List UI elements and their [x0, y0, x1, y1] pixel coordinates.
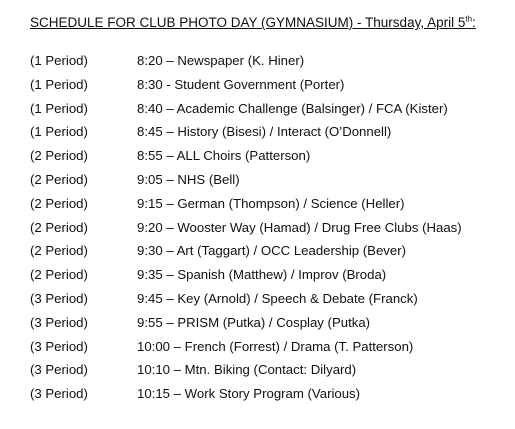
schedule-entry: 9:05 – NHS (Bell): [137, 171, 240, 187]
schedule-entry: 8:45 – History (Bisesi) / Interact (O’Donnell): [137, 124, 392, 140]
schedule-row: [0, 362, 515, 386]
schedule-entry: 9:20 – Wooster Way (Hamad) / Drug Free Clubs (Haas): [137, 219, 462, 235]
period-label: (2 Period): [30, 243, 88, 259]
schedule-entry: 9:55 – PRISM (Putka) / Cosplay (Putka): [137, 314, 371, 330]
period-label: (1 Period): [30, 124, 88, 140]
schedule-entry: 8:20 – Newspaper (K. Hiner): [137, 53, 305, 68]
period-label: (2 Period): [30, 219, 88, 235]
period-label: (1 Period): [30, 100, 88, 116]
schedule-row: [0, 243, 515, 267]
schedule-row: [0, 339, 515, 363]
schedule-list: [0, 53, 515, 410]
schedule-row: [0, 386, 515, 410]
schedule-entry: 9:35 – Spanish (Matthew) / Improv (Broda): [137, 267, 387, 283]
title-main: SCHEDULE FOR CLUB PHOTO DAY (GYMNASIUM) - Thursday, April 5: [30, 15, 466, 30]
page-title: [30, 15, 476, 30]
schedule-row: [0, 220, 515, 244]
schedule-row: [0, 291, 515, 315]
schedule-row: [0, 53, 515, 77]
period-label: (3 Period): [30, 290, 88, 306]
period-label: (1 Period): [30, 53, 88, 68]
schedule-row: [0, 77, 515, 101]
schedule-entry: 9:15 – German (Thompson) / Science (Heller): [137, 195, 405, 211]
period-label: (2 Period): [30, 195, 88, 211]
schedule-row: [0, 267, 515, 291]
schedule-entry: 8:40 – Academic Challenge (Balsinger) / FCA (Kister): [137, 100, 448, 116]
schedule-entry: 8:55 – ALL Choirs (Patterson): [137, 148, 311, 164]
period-label: (3 Period): [30, 386, 88, 402]
schedule-entry: 9:45 – Key (Arnold) / Speech & Debate (Franck): [137, 290, 418, 306]
schedule-row: [0, 172, 515, 196]
schedule-entry: 10:10 – Mtn. Biking (Contact: Dilyard): [137, 362, 357, 378]
schedule-row: [0, 148, 515, 172]
schedule-row: [0, 124, 515, 148]
period-label: (3 Period): [30, 362, 88, 378]
schedule-entry: 10:15 – Work Story Program (Various): [137, 386, 361, 402]
period-label: (3 Period): [30, 314, 88, 330]
schedule-row: [0, 101, 515, 125]
period-label: (3 Period): [30, 338, 88, 354]
title-superscript: th: [465, 14, 473, 24]
period-label: (1 Period): [30, 76, 88, 92]
schedule-entry: 10:00 – French (Forrest) / Drama (T. Patterson): [137, 338, 414, 354]
period-label: (2 Period): [30, 267, 88, 283]
period-label: (2 Period): [30, 148, 88, 164]
schedule-entry: 9:30 – Art (Taggart) / OCC Leadership (Bever): [137, 243, 406, 259]
schedule-row: [0, 196, 515, 220]
period-label: (2 Period): [30, 171, 88, 187]
schedule-row: [0, 315, 515, 339]
title-end: :: [472, 15, 476, 30]
schedule-entry: 8:30 - Student Government (Porter): [137, 76, 345, 92]
